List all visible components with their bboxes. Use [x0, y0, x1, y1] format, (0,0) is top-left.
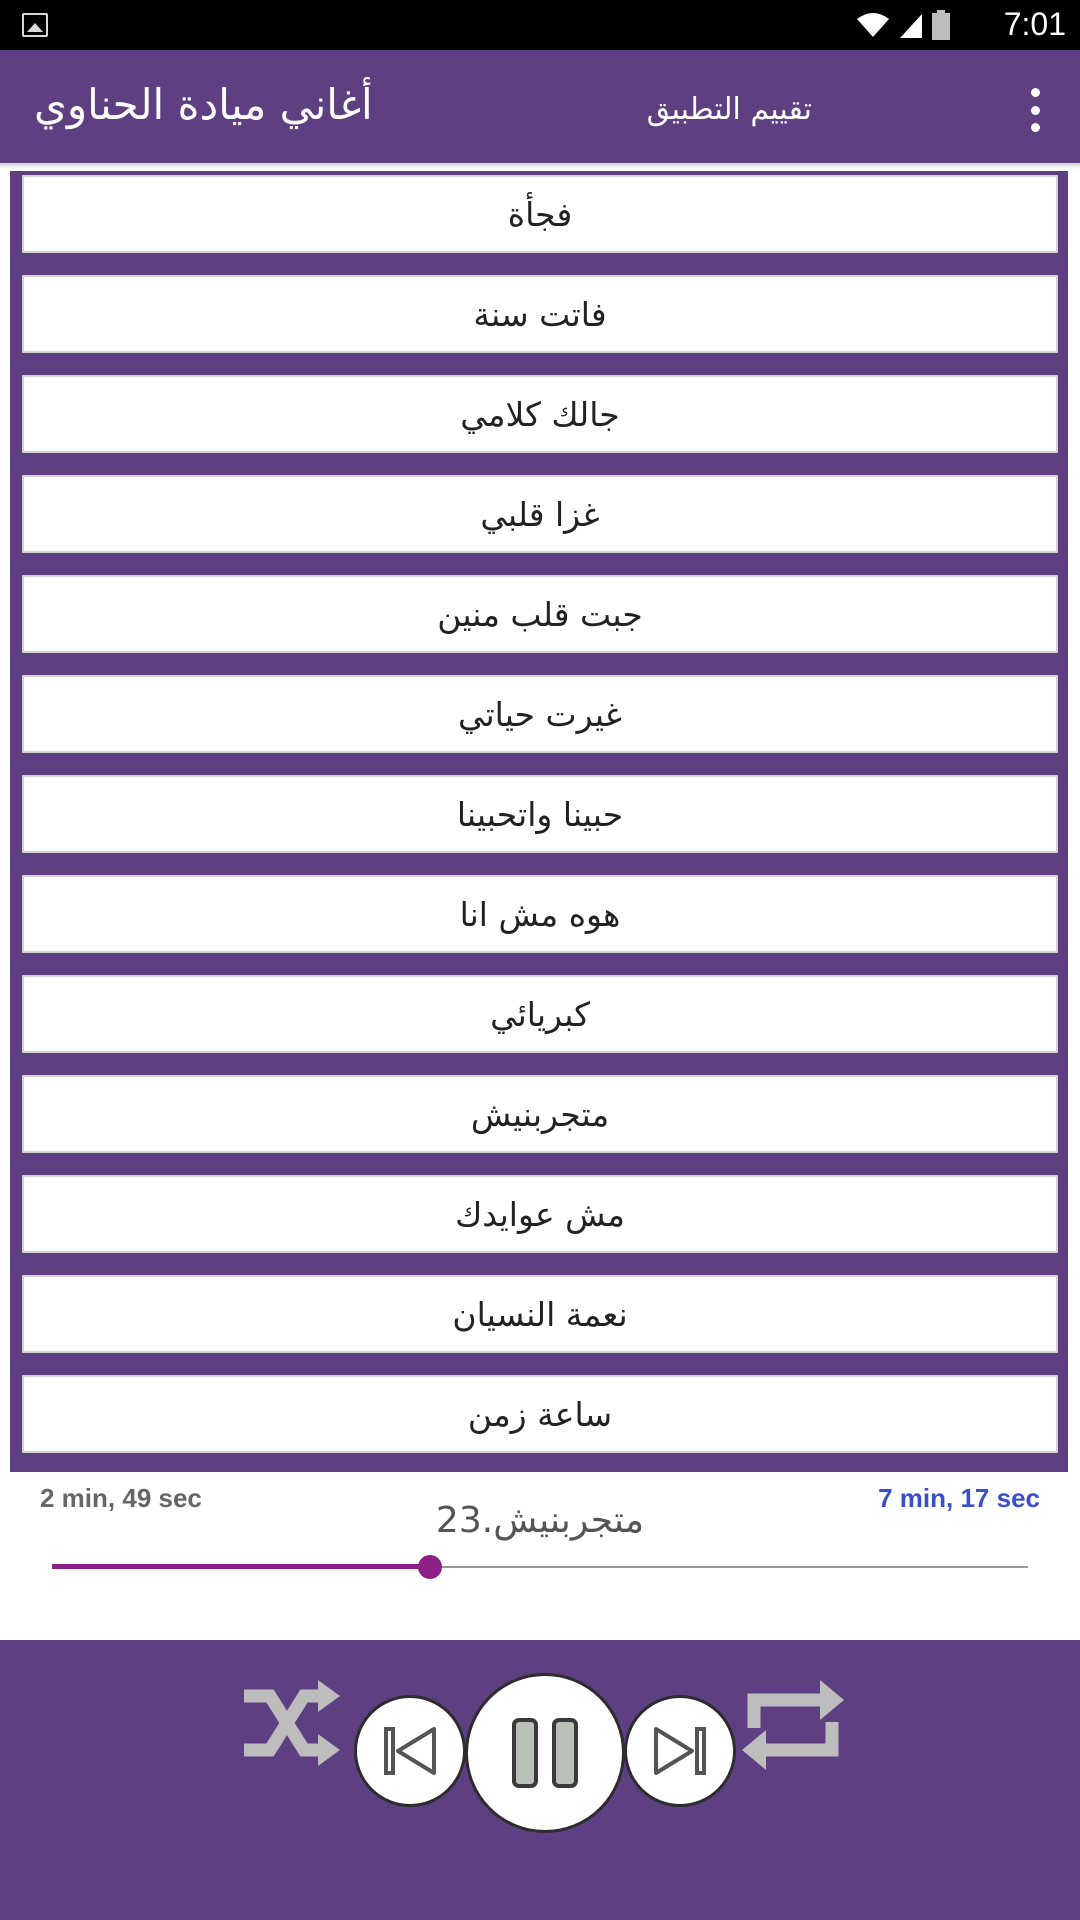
pause-icon	[510, 1716, 580, 1790]
now-playing-title: 23.متجربنيش	[435, 1500, 645, 1541]
status-bar	[0, 0, 1080, 50]
repeat-icon[interactable]	[740, 1676, 846, 1774]
song-item[interactable]: غيرت حياتي	[22, 675, 1058, 753]
app-title: أغاني ميادة الحناوي	[34, 80, 373, 129]
skip-next-icon	[652, 1726, 708, 1776]
skip-previous-icon	[382, 1726, 438, 1776]
rate-app-button[interactable]: تقييم التطبيق	[646, 92, 812, 127]
previous-button[interactable]	[354, 1695, 466, 1807]
signal-icon	[898, 11, 924, 39]
song-item[interactable]: حبينا واتحبينا	[22, 775, 1058, 853]
wifi-icon	[856, 12, 890, 38]
song-item[interactable]: فاتت سنة	[22, 275, 1058, 353]
elapsed-time: 2 min, 49 sec	[40, 1483, 202, 1513]
total-time: 7 min, 17 sec	[878, 1483, 1040, 1513]
song-item[interactable]: مش عوايدك	[22, 1175, 1058, 1253]
song-item[interactable]: كبريائي	[22, 975, 1058, 1053]
app-bar-shadow	[0, 163, 1080, 169]
song-item[interactable]: هوه مش انا	[22, 875, 1058, 953]
seek-bar-progress	[52, 1564, 430, 1569]
seek-bar-thumb[interactable]	[418, 1555, 442, 1579]
song-item[interactable]: غزا قلبي	[22, 475, 1058, 553]
overflow-menu-icon[interactable]	[1020, 82, 1050, 138]
song-item[interactable]: جالك كلامي	[22, 375, 1058, 453]
song-list[interactable]	[10, 171, 1068, 1472]
battery-icon	[932, 10, 950, 40]
shuffle-icon[interactable]	[240, 1678, 342, 1770]
song-item[interactable]: ساعة زمن	[22, 1375, 1058, 1453]
next-button[interactable]	[624, 1695, 736, 1807]
song-item[interactable]: فجأة	[22, 175, 1058, 253]
app-bar	[0, 50, 1080, 163]
song-item[interactable]: نعمة النسيان	[22, 1275, 1058, 1353]
image-notification-icon	[22, 13, 48, 37]
player-controls	[0, 1640, 1080, 1920]
song-item[interactable]: متجربنيش	[22, 1075, 1058, 1153]
play-pause-button[interactable]	[465, 1673, 625, 1833]
status-time: 7:01	[1003, 6, 1066, 42]
song-item[interactable]: جبت قلب منين	[22, 575, 1058, 653]
seek-bar[interactable]	[52, 1566, 1028, 1568]
status-icons	[856, 8, 950, 42]
